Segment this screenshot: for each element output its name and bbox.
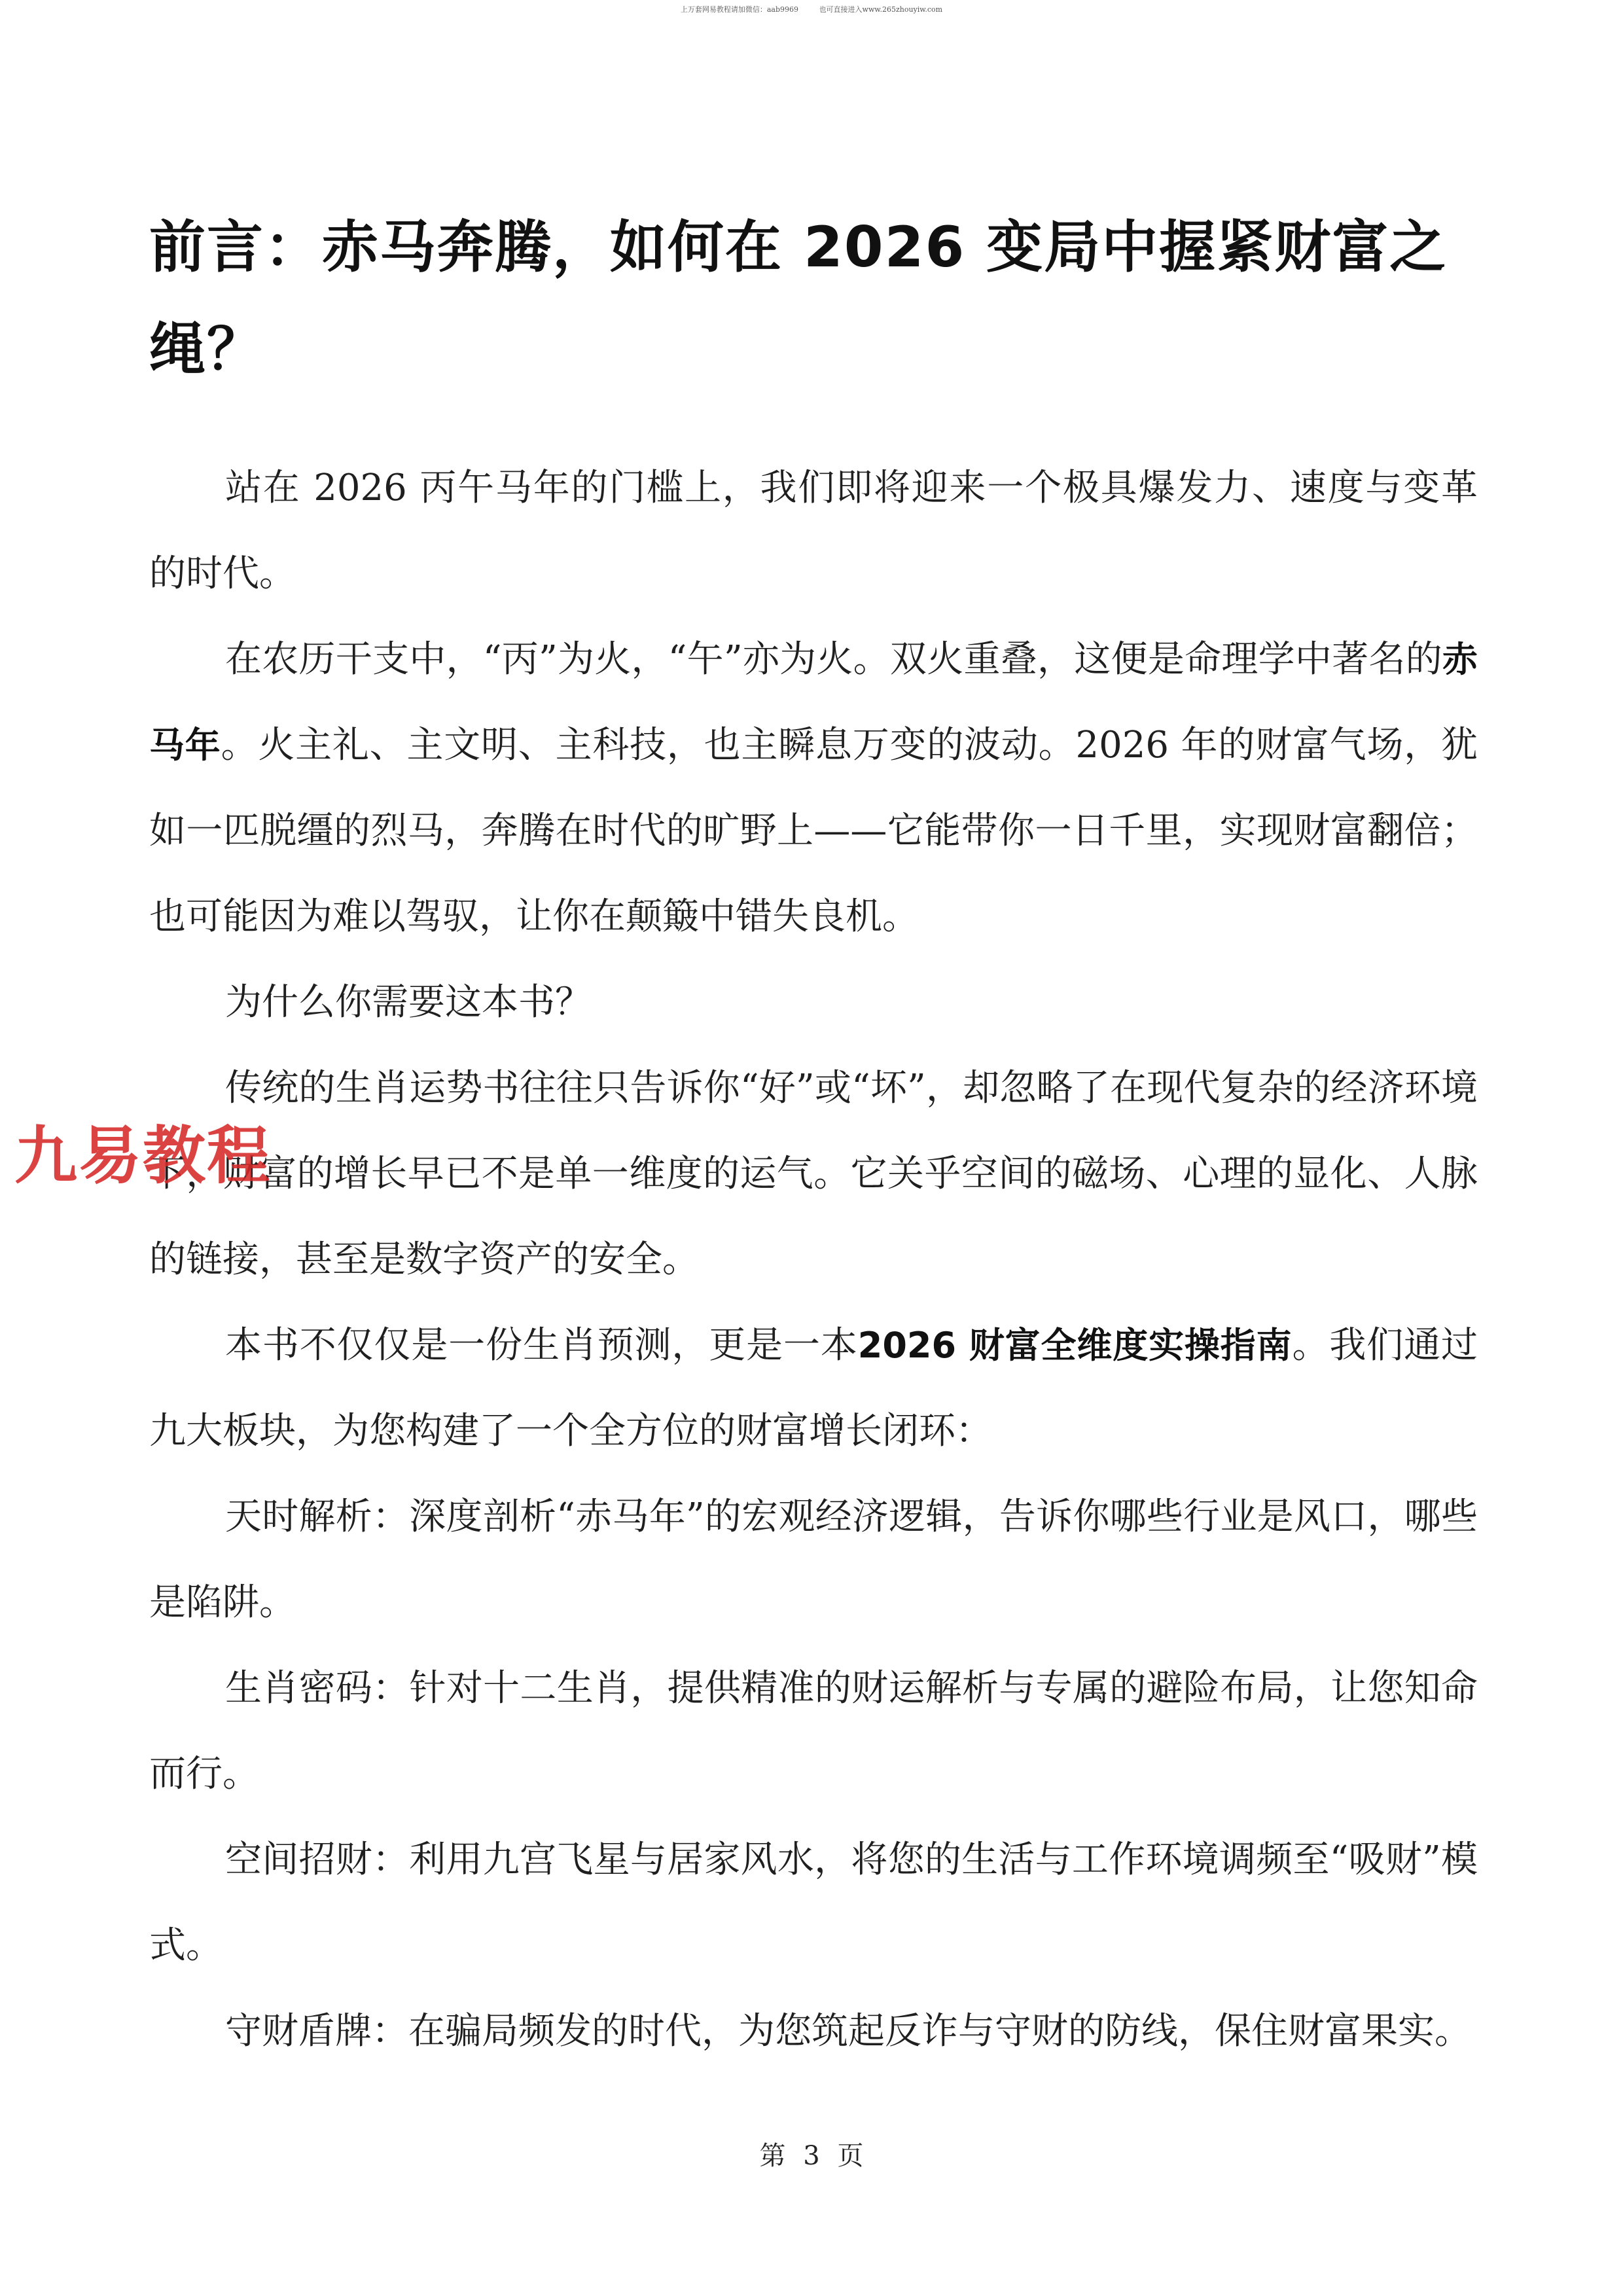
page-title: 前言：赤马奔腾，如何在 2026 变局中握紧财富之绳？ bbox=[149, 215, 1448, 382]
paragraph-2-after: 。火主礼、主文明、主科技，也主瞬息万变的波动。2026 年的财富气场，犹如一匹脱缰的烈马，奔腾在时代的旷野上——它能带你一日千里，实现财富翻倍；也可能因为难以驾驭，让你在颠簸中错失良机。 bbox=[149, 724, 1478, 938]
paragraph-2-before: 在农历干支中，“丙”为火，“午”亦为火。双火重叠，这便是命理学中著名的 bbox=[225, 638, 1442, 681]
top-notice bbox=[0, 4, 1623, 14]
paragraph-9: 守财盾牌：在骗局频发的时代，为您筑起反诈与守财的防线，保住财富果实。 bbox=[225, 2010, 1471, 2053]
paragraph-5-after: 。我们通过九大板块，为您构建了一个全方位的财富增长闭环： bbox=[149, 1324, 1478, 1452]
watermark-logo: 九易教程 bbox=[14, 1119, 271, 1193]
paragraph-1: 站在 2026 丙午马年的门槛上，我们即将迎来一个极具爆发力、速度与变革的时代。 bbox=[149, 467, 1478, 595]
page-number-suffix: 页 bbox=[837, 2141, 864, 2171]
paragraph-6: 天时解析：深度剖析“赤马年”的宏观经济逻辑，告诉你哪些行业是风口，哪些是陷阱。 bbox=[149, 1496, 1478, 1624]
paragraph-8: 空间招财：利用九宫飞星与居家风水，将您的生活与工作环境调频至“吸财”模式。 bbox=[149, 1839, 1478, 1967]
paragraph-3: 为什么你需要这本书？ bbox=[225, 981, 592, 1024]
page-number bbox=[0, 2135, 1623, 2172]
paragraph-4: 传统的生肖运势书往往只告诉你“好”或“坏”，却忽略了在现代复杂的经济环境下，财富的增长早已不是单一维度的运气。它关乎空间的磁场、心理的显化、人脉的链接，甚至是数字资产的安全。 bbox=[149, 1067, 1478, 1281]
paragraph-2-bold: 赤马年 bbox=[149, 639, 1478, 766]
body-text bbox=[149, 445, 1478, 2074]
top-notice-left: 上万套网易教程请加微信：aab9969 bbox=[680, 5, 799, 14]
paragraph-2 bbox=[149, 617, 1478, 960]
top-notice-right: 也可直接进入www.265zhouyiw.com bbox=[819, 5, 943, 14]
paragraph-5-before: 本书不仅仅是一份生肖预测，更是一本 bbox=[225, 1324, 858, 1367]
paragraph-5-bold: 2026 财富全维度实操指南 bbox=[857, 1325, 1293, 1366]
paragraph-5 bbox=[149, 1302, 1478, 1474]
page-number-prefix: 第 bbox=[759, 2141, 786, 2171]
paragraph-7: 生肖密码：针对十二生肖，提供精准的财运解析与专属的避险布局，让您知命而行。 bbox=[149, 1667, 1478, 1795]
page-number-value: 3 bbox=[803, 2141, 820, 2171]
